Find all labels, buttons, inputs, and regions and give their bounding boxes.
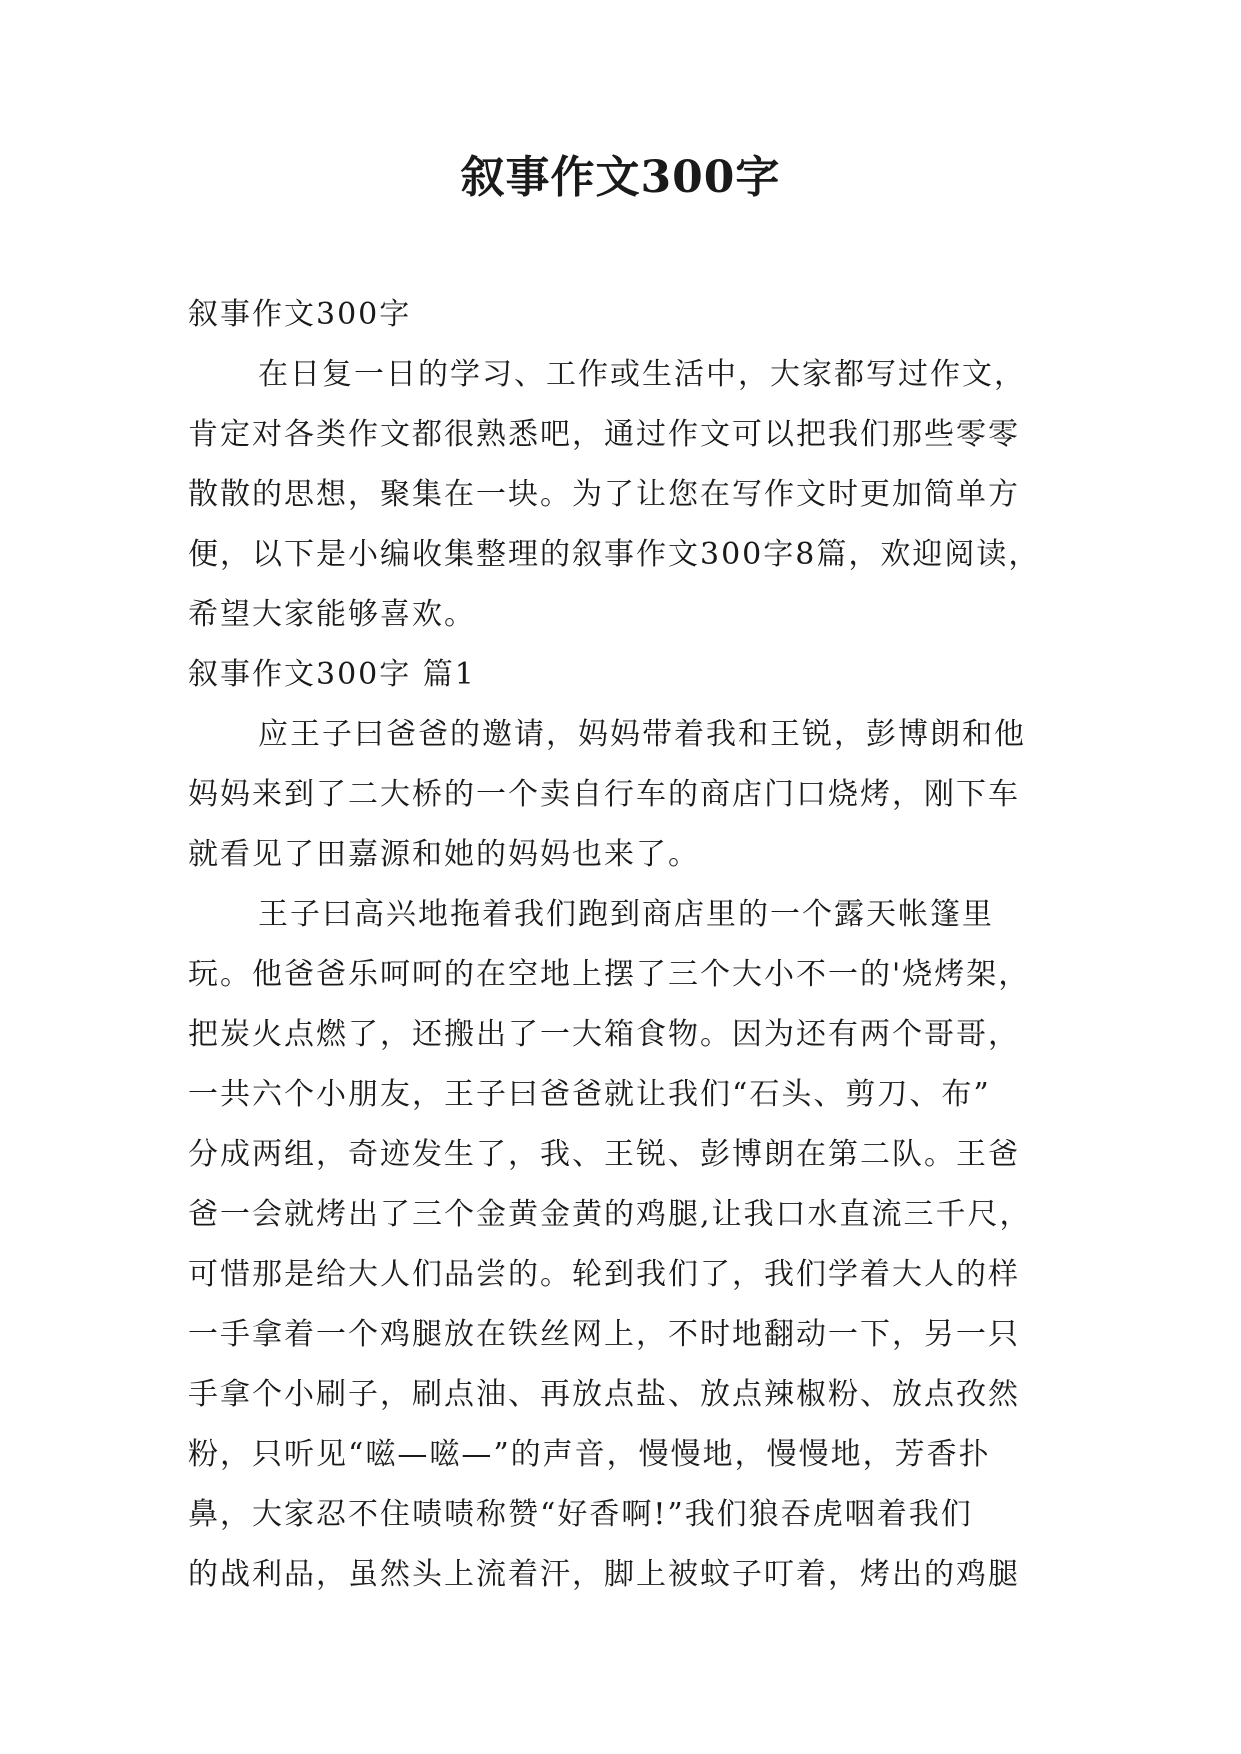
text-line: 肯定对各类作文都很熟悉吧，通过作文可以把我们那些零零 bbox=[188, 417, 1020, 452]
text-line: 鼻，大家忍不住啧啧称赞“好香啊!”我们狼吞虎咽着我们 bbox=[188, 1497, 973, 1532]
text-line: 在日复一日的学习、工作或生活中，大家都写过作文， bbox=[258, 357, 1026, 392]
text-line: 粉，只听见“嗞—嗞—”的声音，慢慢地，慢慢地，芳香扑 bbox=[188, 1437, 991, 1472]
text-line: 便，以下是小编收集整理的叙事作文300字8篇，欢迎阅读， bbox=[188, 537, 1041, 572]
text-line: 爸一会就烤出了三个金黄金黄的鸡腿,让我口水直流三千尺， bbox=[188, 1197, 1032, 1232]
text-line: 妈妈来到了二大桥的一个卖自行车的商店门口烧烤，刚下车 bbox=[188, 777, 1020, 812]
document-title: 叙事作文300字 bbox=[460, 152, 781, 203]
text-line: 应王子曰爸爸的邀请，妈妈带着我和王锐，彭博朗和他 bbox=[258, 717, 1026, 752]
text-line: 可惜那是给大人们品尝的。轮到我们了，我们学着大人的样 bbox=[188, 1257, 1020, 1292]
text-line: 把炭火点燃了，还搬出了一大箱食物。因为还有两个哥哥， bbox=[188, 1017, 1020, 1052]
section-heading: 叙事作文300字 篇1 bbox=[188, 657, 476, 692]
text-line: 一手拿着一个鸡腿放在铁丝网上，不时地翻动一下，另一只 bbox=[188, 1317, 1020, 1352]
text-line: 散散的思想，聚集在一块。为了让您在写作文时更加简单方 bbox=[188, 477, 1020, 512]
text-line: 希望大家能够喜欢。 bbox=[188, 597, 476, 632]
document-body bbox=[188, 285, 1088, 1605]
text-line: 叙事作文300字 bbox=[188, 297, 412, 332]
text-line: 手拿个小刷子，刷点油、再放点盐、放点辣椒粉、放点孜然 bbox=[188, 1377, 1020, 1412]
text-line: 就看见了田嘉源和她的妈妈也来了。 bbox=[188, 837, 700, 872]
text-line: 王子曰高兴地拖着我们跑到商店里的一个露天帐篷里 bbox=[258, 897, 994, 932]
text-line: 的战利品，虽然头上流着汗，脚上被蚊子叮着，烤出的鸡腿 bbox=[188, 1557, 1020, 1592]
text-line: 玩。他爸爸乐呵呵的在空地上摆了三个大小不一的'烧烤架， bbox=[188, 957, 1031, 992]
text-line: 分成两组，奇迹发生了，我、王锐、彭博朗在第二队。王爸 bbox=[188, 1137, 1020, 1172]
text-line: 一共六个小朋友，王子曰爸爸就让我们“石头、剪刀、布” bbox=[188, 1077, 991, 1112]
